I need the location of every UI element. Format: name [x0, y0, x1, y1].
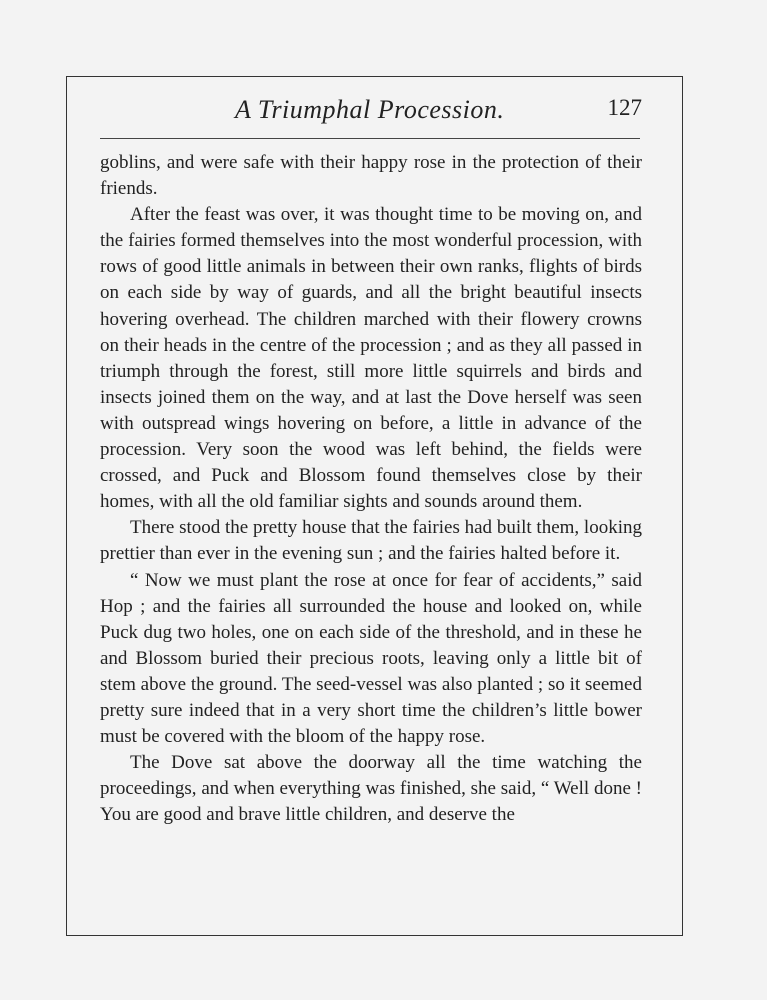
- text-body: [100, 150, 642, 828]
- running-head: [100, 95, 642, 131]
- paragraph-1: goblins, and were safe with their happy rose in the protection of their friends.: [100, 152, 642, 200]
- page-number: 127: [607, 95, 642, 120]
- paragraph-3: There stood the pretty house that the fairies had built them, looking prettier than ever in the evening sun ; and the fairies halted before it.: [100, 517, 642, 565]
- paragraph-4: “ Now we must plant the rose at once for fear of accidents,” said Hop ; and the fairies all surrounded the house and looked on, while Puck dug two holes, one on each side of the threshold, and in these he and Blossom buried their precious roots, leaving only a little bit of stem above the ground. The seed-vessel was also planted ; so it seemed pretty sure indeed that in a very short time the children’s little bower must be covered with the bloom of the happy rose.: [100, 569, 642, 748]
- header-rule: [100, 138, 640, 139]
- running-title: A Triumphal Procession.: [235, 95, 505, 124]
- paragraph-5: The Dove sat above the doorway all the time watching the proceedings, and when everything was finished, she said, “ Well done ! You are good and brave little children, and deserve the: [100, 752, 642, 826]
- paragraph-2: After the feast was over, it was thought time to be moving on, and the fairies formed themselves into the most wonderful procession, with rows of good little animals in between their own ranks, flights of birds on each side by way of guards, and all the bright beautiful insects hovering overhead. The children marched with their flowery crowns on their heads in the centre of the procession ; and as they all passed in triumph through the forest, still more little squirrels and birds and insects joined them on the way, and at last the Dove herself was seen with outspread wings hovering on before, a little in advance of the procession. Very soon the wood was left behind, the fields were crossed, and Puck and Blossom found themselves close by their homes, with all the old familiar sights and sounds around them.: [100, 204, 642, 513]
